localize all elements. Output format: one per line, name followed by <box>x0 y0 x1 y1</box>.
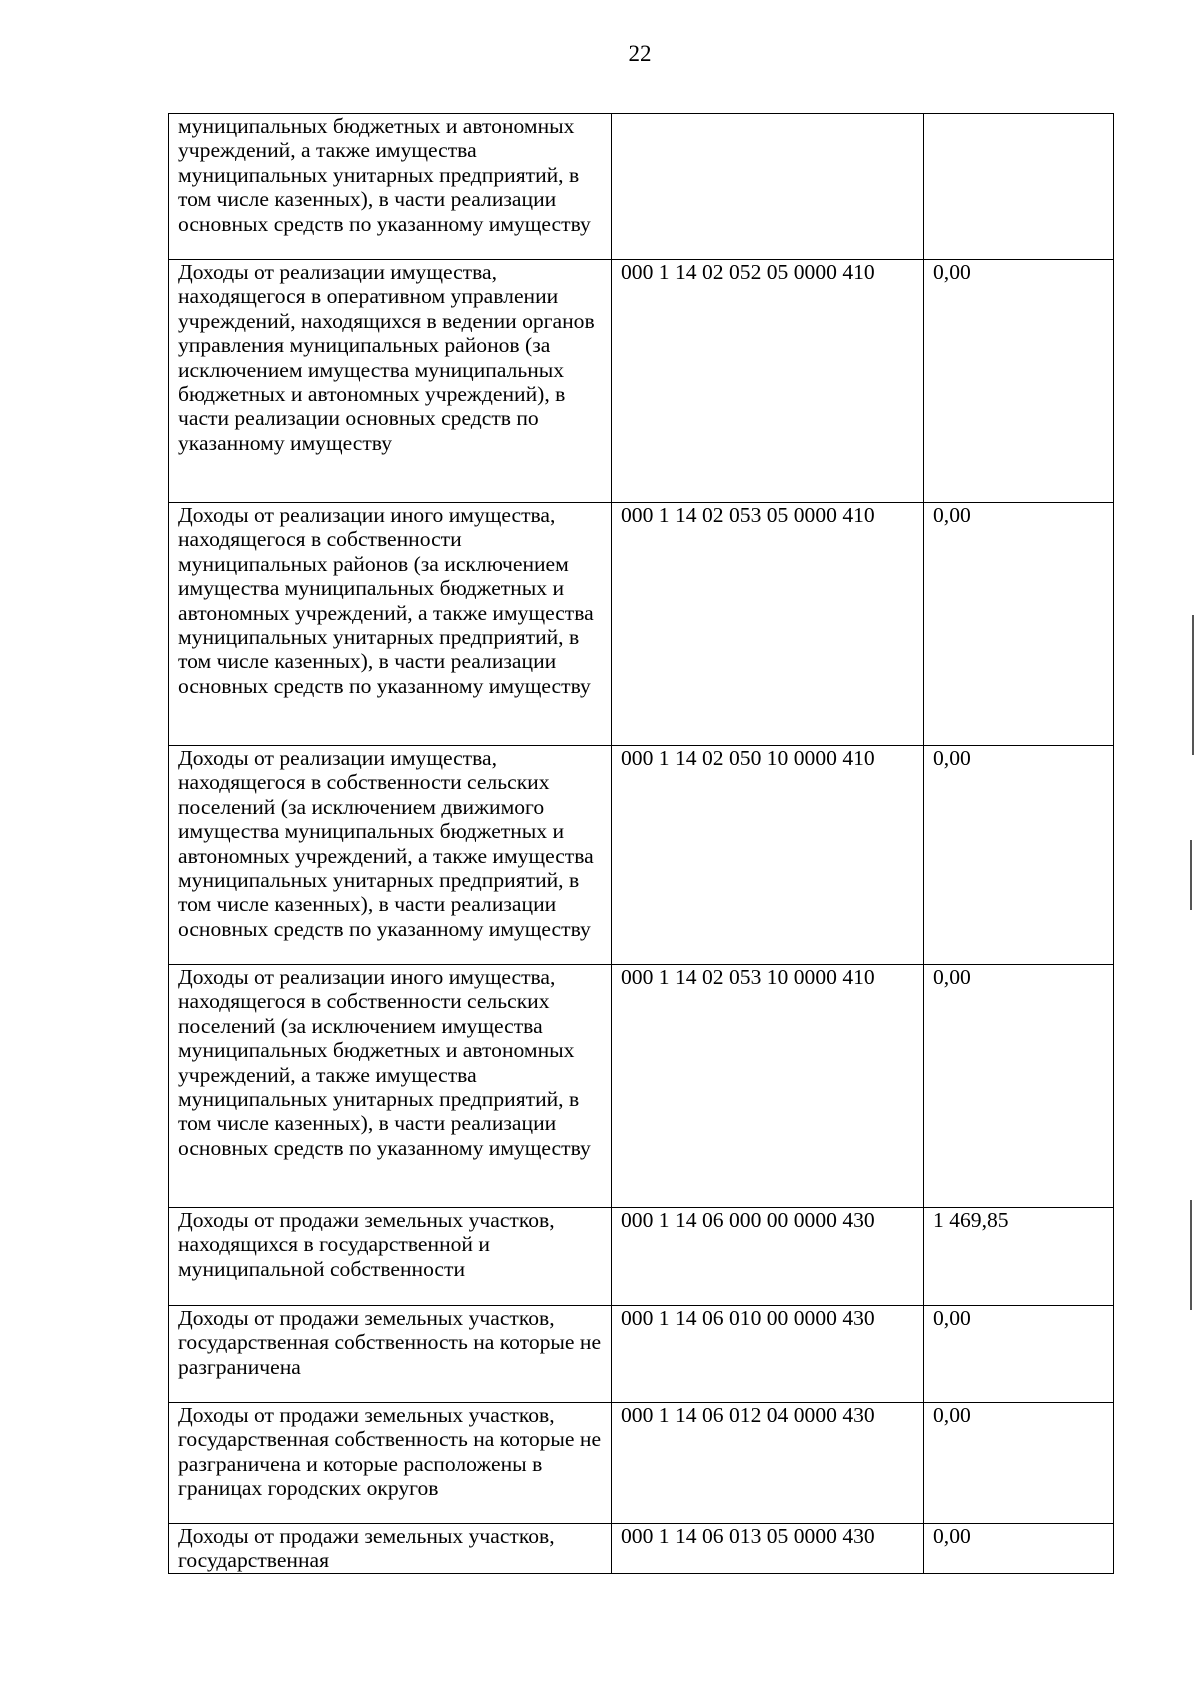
scan-artifact-line <box>1190 840 1192 910</box>
revenue-description-cell: Доходы от реализации иного имущества, находящегося в собственности муниципальных районов (за исключением имущества муниципальных бюджетных и автономных учреждений, а также имущества муниципальных унитарных предприятий, в том числе казенных), в части реализации основных средств по указанному имуществу <box>169 503 612 746</box>
table-row <box>169 746 1114 965</box>
amount-cell: 0,00 <box>924 260 1114 503</box>
revenue-description-cell: муниципальных бюджетных и автономных учреждений, а также имущества муниципальных унитарных предприятий, в том числе казенных), в части реализации основных средств по указанному имуществу <box>169 114 612 260</box>
amount-cell: 0,00 <box>924 746 1114 965</box>
budget-code-cell: 000 1 14 02 053 05 0000 410 <box>612 503 924 746</box>
amount-cell: 0,00 <box>924 1524 1114 1574</box>
amount-cell <box>924 114 1114 260</box>
revenue-description-cell: Доходы от реализации имущества, находящегося в собственности сельских поселений (за исключением движимого имущества муниципальных бюджетных и автономных учреждений, а также имущества муниципальных унитарных предприятий, в том числе казенных), в части реализации основных средств по указанному имуществу <box>169 746 612 965</box>
table-row <box>169 965 1114 1208</box>
budget-code-cell: 000 1 14 06 012 04 0000 430 <box>612 1403 924 1524</box>
revenue-description-cell: Доходы от продажи земельных участков, находящихся в государственной и муниципальной собственности <box>169 1208 612 1306</box>
table-row <box>169 1306 1114 1403</box>
budget-code-cell: 000 1 14 06 013 05 0000 430 <box>612 1524 924 1574</box>
table-row <box>169 1524 1114 1574</box>
budget-code-cell: 000 1 14 06 010 00 0000 430 <box>612 1306 924 1403</box>
budget-code-cell: 000 1 14 02 050 10 0000 410 <box>612 746 924 965</box>
page-number: 22 <box>628 41 652 66</box>
revenue-description-cell: Доходы от реализации имущества, находящегося в оперативном управлении учреждений, находящихся в ведении органов управления муниципальных районов (за исключением имущества муниципальных бюджетных и автономных учреждений), в части реализации основных средств по указанному имуществу <box>169 260 612 503</box>
amount-cell: 0,00 <box>924 1403 1114 1524</box>
budget-code-cell: 000 1 14 02 053 10 0000 410 <box>612 965 924 1208</box>
scan-artifact-line <box>1192 615 1194 755</box>
scan-artifact-line <box>1190 1200 1192 1310</box>
revenue-description-cell: Доходы от реализации иного имущества, находящегося в собственности сельских поселений (за исключением имущества муниципальных бюджетных и автономных учреждений, а также имущества муниципальных унитарных предприятий, в том числе казенных), в части реализации основных средств по указанному имуществу <box>169 965 612 1208</box>
table-row <box>169 260 1114 503</box>
revenue-description-cell: Доходы от продажи земельных участков, государственная <box>169 1524 612 1574</box>
budget-code-cell <box>612 114 924 260</box>
revenue-description-cell: Доходы от продажи земельных участков, государственная собственность на которые не разграничена <box>169 1306 612 1403</box>
amount-cell: 0,00 <box>924 503 1114 746</box>
budget-code-cell: 000 1 14 06 000 00 0000 430 <box>612 1208 924 1306</box>
budget-revenue-table <box>168 113 1114 1574</box>
amount-cell: 1 469,85 <box>924 1208 1114 1306</box>
revenue-description-cell: Доходы от продажи земельных участков, государственная собственность на которые не разграничена и которые расположены в границах городских округов <box>169 1403 612 1524</box>
budget-code-cell: 000 1 14 02 052 05 0000 410 <box>612 260 924 503</box>
table-row <box>169 503 1114 746</box>
table-row <box>169 1208 1114 1306</box>
table-row <box>169 114 1114 260</box>
amount-cell: 0,00 <box>924 965 1114 1208</box>
amount-cell: 0,00 <box>924 1306 1114 1403</box>
table-row <box>169 1403 1114 1524</box>
